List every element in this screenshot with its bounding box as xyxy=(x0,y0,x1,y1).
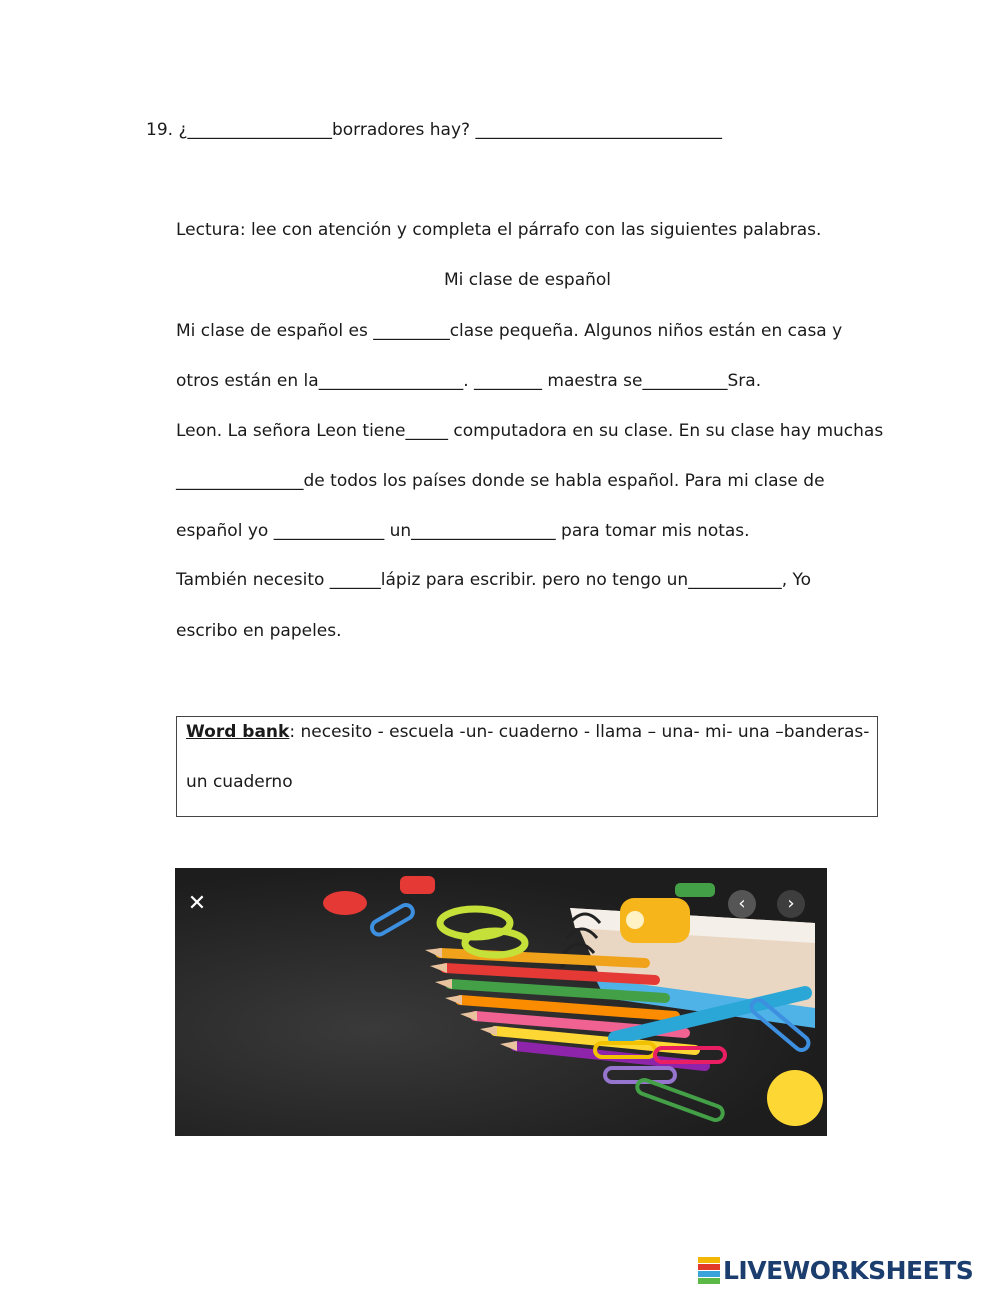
word-bank-line-2: un cuaderno xyxy=(186,772,293,792)
logo-mark-icon xyxy=(698,1257,720,1284)
word-bank-line-1 xyxy=(186,721,869,743)
liveworksheets-logo xyxy=(698,1256,973,1284)
chevron-left-icon[interactable]: ‹ xyxy=(728,890,756,918)
logo-stripe-2 xyxy=(698,1264,720,1270)
reading-instructions: Lectura: lee con atención y completa el párrafo con las siguientes palabras. xyxy=(176,220,822,240)
logo-stripe-4 xyxy=(698,1278,720,1284)
logo-stripe-1 xyxy=(698,1257,720,1263)
paragraph-line-6: También necesito ______lápiz para escribir. pero no tengo un___________, Yo xyxy=(176,570,812,590)
question-19: 19. ¿_________________borradores hay? _____________________________ xyxy=(146,120,722,140)
paragraph-line-5: español yo _____________ un_________________ para tomar mis notas. xyxy=(176,521,750,541)
paragraph-line-2: otros están en la_________________. ________ maestra se__________Sra. xyxy=(176,371,762,391)
chevron-right-icon[interactable]: › xyxy=(777,890,805,918)
paragraph-line-7: escribo en papeles. xyxy=(176,621,342,641)
logo-text: LIVEWORKSHEETS xyxy=(723,1255,974,1285)
word-bank-box xyxy=(176,716,878,817)
paragraph-line-1: Mi clase de español es _________clase pequeña. Algunos niños están en casa y xyxy=(176,321,843,341)
logo-stripe-3 xyxy=(698,1271,720,1277)
word-bank-label: Word bank xyxy=(186,722,290,742)
paragraph-line-3: Leon. La señora Leon tiene_____ computadora en su clase. En su clase hay muchas xyxy=(176,421,884,441)
close-icon[interactable]: ✕ xyxy=(187,891,207,916)
word-bank-words: : necesito - escuela -un- cuaderno - llama – una- mi- una –banderas- xyxy=(289,722,870,742)
school-supplies-photo xyxy=(175,868,827,1136)
paragraph-line-4: _______________de todos los países donde se habla español. Para mi clase de xyxy=(176,471,825,491)
reading-title: Mi clase de español xyxy=(443,270,612,290)
